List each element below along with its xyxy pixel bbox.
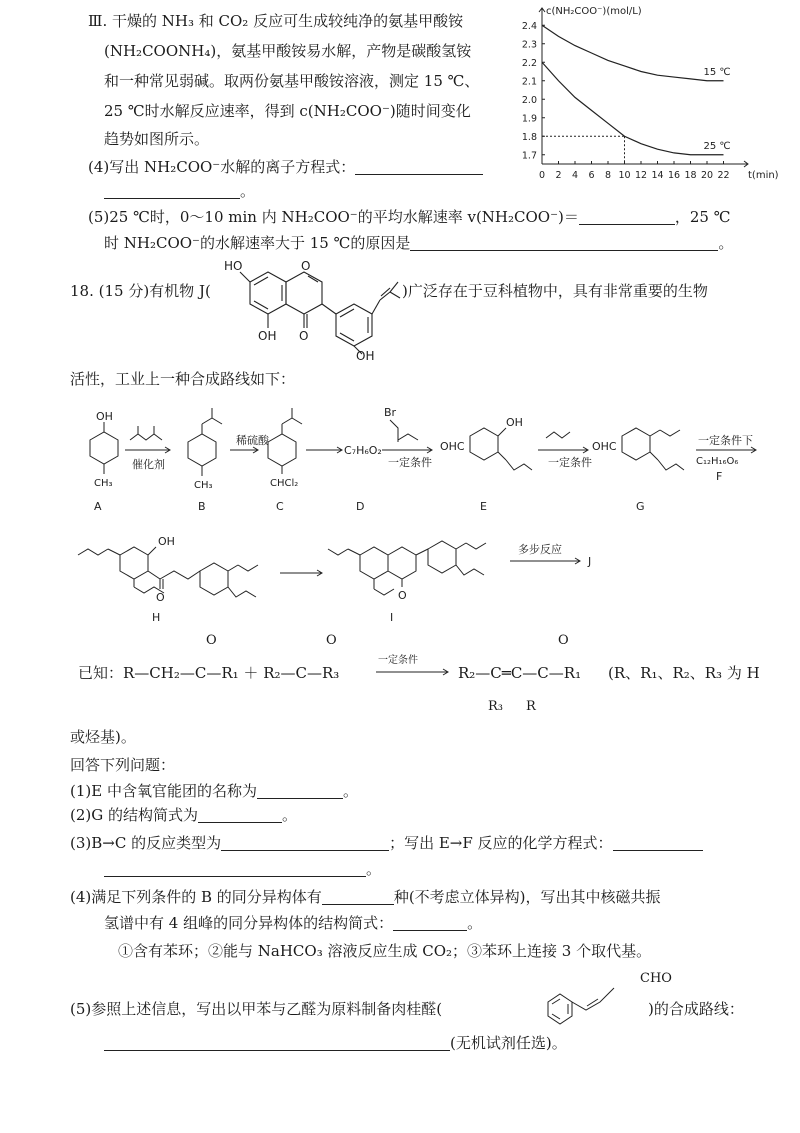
i-carbonyl-o: O <box>398 589 407 602</box>
q18-intro-c: 活性，工业上一种合成路线如下： <box>70 370 296 388</box>
y-tick-label: 2.1 <box>521 76 537 88</box>
known-prefix: 已知： <box>78 664 124 682</box>
series-label: 15 ℃ <box>703 66 731 78</box>
q2-line <box>70 808 297 823</box>
known-o-3: O <box>558 633 569 648</box>
label-g: F <box>716 470 723 483</box>
c-chcl2: CHCl₂ <box>270 478 299 489</box>
cinnamaldehyde-cho: CHO <box>640 971 672 986</box>
q4b-line2 <box>104 916 482 931</box>
known-note: (R、R₁、R₂、R₃ 为 H <box>608 664 760 682</box>
q4b-period: 。 <box>467 914 483 932</box>
e-ohc: OHC <box>440 440 465 453</box>
q18-intro-b: )广泛存在于豆科植物中，具有非常重要的生物 <box>402 282 708 300</box>
y-tick-label: 2.2 <box>521 57 537 69</box>
reagent-acid: 稀硫酸 <box>236 434 269 447</box>
known-sub-r3: R₃ <box>488 699 503 714</box>
q5-reason-blank[interactable] <box>410 236 718 251</box>
j-ring-o: O <box>301 259 311 273</box>
q4-text: (4)写出 NH₂COO⁻水解的离子方程式： <box>88 158 356 176</box>
x-tick-label: 6 <box>588 170 595 181</box>
q4b-structure-blank[interactable] <box>393 916 467 931</box>
cond-d-e: 一定条件 <box>388 456 432 469</box>
h-carbonyl-o: O <box>156 591 165 604</box>
label-e: E <box>480 500 487 513</box>
known-arrow <box>376 667 452 677</box>
j-ho-top: HO <box>224 259 243 273</box>
label-d: D <box>356 500 365 513</box>
q1-blank[interactable] <box>257 784 343 799</box>
j-product-label: J <box>588 555 592 568</box>
synthesis-row-1 <box>60 400 760 520</box>
q5-rate-blank[interactable] <box>579 210 675 225</box>
j-oh-right: OH <box>356 349 375 363</box>
q5b-text-c: (无机试剂任选)。 <box>450 1034 567 1052</box>
e-br: Br <box>384 406 397 419</box>
q1-line <box>70 784 358 799</box>
series-line-15c <box>542 25 724 81</box>
label-b: B <box>198 500 206 513</box>
q3-equation-blank-2[interactable] <box>104 862 366 877</box>
q4b-count-blank[interactable] <box>322 890 394 905</box>
x-tick-label: 8 <box>604 170 612 181</box>
q4-period: 。 <box>240 182 256 200</box>
cinnamaldehyde-structure <box>534 980 644 1024</box>
y-axis-label: c(NH₂COO⁻)(mol/L) <box>546 6 642 17</box>
q3-period: 。 <box>366 860 382 878</box>
q4b-text-c: 氢谱中有 4 组峰的同分异构体的结构简式： <box>104 914 394 932</box>
x-tick-label: 12 <box>634 170 648 181</box>
known-sub-r: R <box>526 699 536 714</box>
known-cond: 一定条件 <box>378 655 418 666</box>
label-c: C <box>276 500 284 513</box>
q5-period: 。 <box>718 234 734 252</box>
part3-line2: (NH₂COONH₄)，氨基甲酸铵易水解，产物是碳酸氢铵 <box>104 42 472 60</box>
q3-line2 <box>104 862 381 877</box>
y-tick-label: 1.9 <box>521 113 537 125</box>
q4-line <box>88 160 483 175</box>
cond-e-f: 一定条件 <box>548 456 592 469</box>
j-carbonyl-o: O <box>299 329 309 343</box>
x-tick-label: 18 <box>684 170 697 181</box>
x-tick-label: 20 <box>700 170 714 181</box>
q4-answer-blank[interactable] <box>355 160 483 175</box>
y-tick-label: 1.7 <box>521 150 537 162</box>
q5-line <box>88 210 731 225</box>
x-tick-label: 4 <box>571 170 579 181</box>
b-ch3: CH₃ <box>194 480 213 491</box>
questions-heading: 回答下列问题： <box>70 756 176 774</box>
q4b-line <box>70 890 661 905</box>
reagent-catalyst: 催化剂 <box>132 458 165 471</box>
q5-text-b: ，25 ℃ <box>674 208 731 226</box>
x-tick-label: 14 <box>651 170 664 181</box>
x-tick-label: 0 <box>538 170 546 181</box>
j-oh-left: OH <box>258 329 277 343</box>
y-tick-label: 2.3 <box>521 39 537 51</box>
label-f: G <box>636 500 645 513</box>
cond-f-g: 一定条件下 <box>698 434 753 447</box>
x-tick-label: 10 <box>618 170 631 181</box>
q5b-line <box>70 1002 442 1017</box>
h-oh: OH <box>158 535 175 548</box>
q3-type-blank[interactable] <box>221 836 389 851</box>
q1-text: (1)E 中含氧官能团的名称为 <box>70 782 257 800</box>
d-formula: C₇H₆O₂ <box>344 444 382 457</box>
a-oh: OH <box>96 410 113 423</box>
q4b-text-b: 种(不考虑立体异构)，写出其中核磁共振 <box>393 888 661 906</box>
q3-text-a: (3)B→C 的反应类型为 <box>70 834 222 852</box>
series-line-25c <box>542 62 724 155</box>
x-tick-label: 22 <box>717 170 730 181</box>
q5b-text-b: )的合成路线： <box>648 1000 744 1018</box>
f-ohc: OHC <box>592 440 617 453</box>
x-tick-label: 16 <box>667 170 681 181</box>
chart-labels <box>546 6 779 181</box>
known-eq-left: R—CH₂—C—R₁ ＋ R₂—C—R₃ <box>123 664 340 682</box>
q5b-route-blank[interactable] <box>104 1036 450 1051</box>
e-oh: OH <box>506 416 523 429</box>
q3-equation-blank[interactable] <box>613 836 703 851</box>
q3-line <box>70 836 703 851</box>
q5-line2 <box>104 236 733 251</box>
synthesis-row-2 <box>60 525 660 625</box>
q4b-conditions: ①含有苯环；②能与 NaHCO₃ 溶液反应生成 CO₂；③苯环上连接 3 个取代基。 <box>118 942 652 960</box>
x-axis-label: t(min) <box>748 170 779 181</box>
q5b-text-a: (5)参照上述信息，写出以甲苯与乙醛为原料制备肉桂醛( <box>70 1000 443 1018</box>
q2-text: (2)G 的结构简式为 <box>70 806 198 824</box>
q2-period: 。 <box>282 806 298 824</box>
q4-answer-blank-2[interactable] <box>104 184 240 199</box>
y-tick-label: 2.4 <box>521 20 537 32</box>
q4b-text-a: (4)满足下列条件的 B 的同分异构体有 <box>70 888 322 906</box>
concentration-chart <box>508 2 790 188</box>
q4-line2 <box>104 184 255 199</box>
x-tick-label: 2 <box>555 170 562 181</box>
y-tick-label: 1.8 <box>521 131 537 143</box>
q5-reason-text: 时 NH₂COO⁻的水解速率大于 15 ℃的原因是 <box>104 234 411 252</box>
part3-line1: Ⅲ. 干燥的 NH₃ 和 CO₂ 反应可生成较纯净的氨基甲酸铵 <box>88 12 464 30</box>
known-o-2: O <box>326 633 337 648</box>
known-eq-right: R₂—C═C—C—R₁ <box>458 664 582 682</box>
part3-line5: 趋势如图所示。 <box>104 130 210 148</box>
q5b-line2 <box>104 1036 567 1051</box>
compound-j-structure <box>210 252 400 362</box>
q3-text-b: ；写出 E→F 反应的化学方程式： <box>389 834 613 852</box>
q2-blank[interactable] <box>198 808 282 823</box>
label-i: I <box>390 611 394 624</box>
known-line <box>78 666 339 681</box>
y-tick-label: 2.0 <box>521 94 537 106</box>
q5-text: (5)25 ℃时，0～10 min 内 NH₂COO⁻的平均水解速率 v(NH₂COO⁻)＝ <box>88 208 579 226</box>
part3-line4: 25 ℃时水解反应速率，得到 c(NH₂COO⁻)随时间变化 <box>104 102 471 120</box>
known-o-1: O <box>206 633 217 648</box>
part3-line3: 和一种常见弱碱。取两份氨基甲酸铵溶液，测定 15 ℃、 <box>104 72 480 90</box>
q1-period: 。 <box>342 782 358 800</box>
known-note2: 或烃基)。 <box>70 728 136 746</box>
chart-ticks <box>522 21 730 181</box>
a-ch3: CH₃ <box>94 478 113 489</box>
series-label: 25 ℃ <box>703 140 731 152</box>
chart-lines <box>542 25 724 164</box>
label-a: A <box>94 500 102 513</box>
multi-step-label: 多步反应 <box>518 543 562 556</box>
label-h: H <box>152 611 161 624</box>
g-formula: C₁₂H₁₆O₆ <box>696 456 739 467</box>
q18-intro-a: 18. (15 分)有机物 J( <box>70 282 211 300</box>
